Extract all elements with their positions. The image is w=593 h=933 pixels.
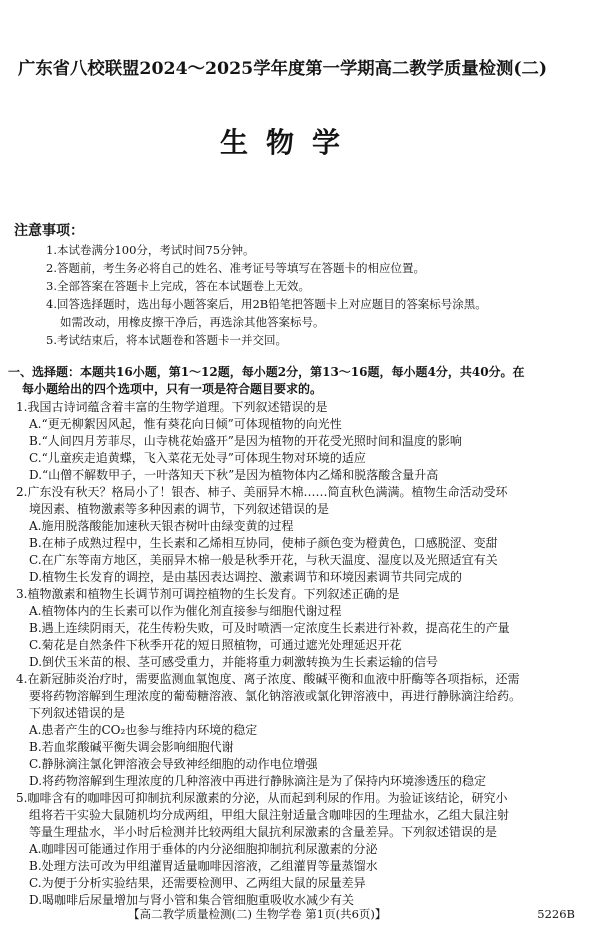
option-b: B.处理方法可改为甲组灌胃适量咖啡因溶液，乙组灌胃等量蒸馏水 — [29, 859, 378, 873]
option-d: D.植物生长发育的调控，是由基因表达调控、激素调节和环境因素调节共同完成的 — [29, 570, 463, 584]
subject-title: 生物学 — [220, 126, 359, 159]
question-stem: 3.植物激素和植物生长调节剂可调控植物的生长发育。下列叙述正确的是 — [16, 587, 400, 601]
option-d: D.“山僧不解数甲子，一叶落知天下秋”是因为植物体内乙烯和脱落酸含量升高 — [29, 468, 439, 482]
option-b: B.“人间四月芳菲尽，山寺桃花始盛开”是因为植物的开花受光照时间和温度的影响 — [29, 434, 462, 448]
question-stem-cont: 等量生理盐水，半小时后检测并比较两组大鼠抗利尿激素的含量差异。下列叙述错误的是 — [29, 825, 498, 839]
question-stem-cont: 要将药物溶解到生理浓度的葡萄糖溶液、氯化钠溶液或氯化钾溶液中，再进行静脉滴注给药。 — [29, 689, 522, 703]
notice-item: 3.全部答案在答题卡上完成，答在本试题卷上无效。 — [46, 279, 310, 293]
notice-heading: 注意事项： — [14, 223, 84, 239]
option-c: C.菊花是自然条件下秋季开花的短日照植物，可通过遮光处理延迟开花 — [29, 638, 402, 652]
notice-item: 1.本试卷满分100分，考试时间75分钟。 — [46, 243, 255, 257]
option-c: C.静脉滴注氯化钾溶液会导致神经细胞的动作电位增强 — [29, 757, 318, 771]
question-stem: 4.在新冠肺炎治疗时，需要监测血氧饱度、离子浓度、酸碱平衡和血液中肝酶等各项指标，还需 — [16, 672, 520, 686]
paper-code: 5226B — [537, 907, 575, 921]
notice-item: 如需改动，用橡皮擦干净后，再选涂其他答案标号。 — [60, 315, 325, 329]
option-d: D.倒伏玉米苗的根、茎可感受重力，并能将重力刺激转换为生长素运输的信号 — [29, 655, 439, 669]
option-a: A.患者产生的CO₂也参与维持内环境的稳定 — [29, 723, 258, 737]
option-b: B.在柿子成熟过程中，生长素和乙烯相互协同，使柿子颜色变为橙黄色，口感脱涩、变甜 — [29, 536, 498, 550]
question-stem: 1.我国古诗词蕴含着丰富的生物学道理。下列叙述错误的是 — [16, 400, 328, 414]
option-a: A.“更无柳絮因风起，惟有葵花向日倾”可体现植物的向光性 — [29, 417, 342, 431]
notice-item: 5.考试结束后，将本试题卷和答题卡一并交回。 — [46, 333, 287, 347]
section-heading-cont: 每小题给出的四个选项中，只有一项是符合题目要求的。 — [22, 382, 323, 396]
option-a: A.施用脱落酸能加速秋天银杏树叶由绿变黄的过程 — [29, 519, 294, 533]
notice-item: 4.回答选择题时，选出每小题答案后，用2B铅笔把答题卡上对应题目的答案标号涂黑。 — [46, 297, 487, 311]
question-stem: 2.广东没有秋天？格局小了！银杏、柿子、美丽异木棉……简直秋色满满。植物生命活动受环 — [16, 485, 508, 499]
option-c: C.为便于分析实验结果，还需要检测甲、乙两组大鼠的尿量差异 — [29, 876, 366, 890]
notice-item: 2.答题前，考生务必将自己的姓名、准考证号等填写在答题卡的相应位置。 — [46, 261, 425, 275]
question-stem-cont: 组将若干实验大鼠随机均分成两组，甲组大鼠注射适量含咖啡因的生理盐水，乙组大鼠注射 — [29, 808, 510, 822]
option-a: A.植物体内的生长素可以作为催化剂直接参与细胞代谢过程 — [29, 604, 342, 618]
option-c: C.在广东等南方地区，美丽异木棉一般是秋季开花，与秋天温度、湿度以及光照适宜有关 — [29, 553, 498, 567]
exam-title: 广东省八校联盟2024～2025学年度第一学期高二教学质量检测(二) — [18, 59, 548, 79]
option-a: A.咖啡因可能通过作用于垂体的内分泌细胞抑制抗利尿激素的分泌 — [29, 842, 378, 856]
section-heading: 一、选择题：本题共16小题，第1～12题，每小题2分，第13～16题，每小题4分，共40分。在 — [8, 365, 525, 379]
page-footer: 【高二教学质量检测(二) 生物学卷 第1页(共6页)】 — [128, 907, 387, 921]
option-c: C.“儿童疾走追黄蝶，飞入菜花无处寻”可体现生物对环境的适应 — [29, 451, 366, 465]
option-d: D.喝咖啡后尿量增加与肾小管和集合管细胞重吸收水减少有关 — [29, 893, 355, 907]
option-d: D.将药物溶解到生理浓度的几种溶液中再进行静脉滴注是为了保持内环境渗透压的稳定 — [29, 774, 487, 788]
option-b: B.遇上连续阴雨天，花生传粉失败，可及时喷洒一定浓度生长素进行补救，提高花生的产量 — [29, 621, 510, 635]
option-b: B.若血浆酸碱平衡失调会影响细胞代谢 — [29, 740, 234, 754]
question-stem-cont: 境因素、植物激素等多种因素的调节，下列叙述错误的是 — [29, 502, 330, 516]
question-stem: 5.咖啡含有的咖啡因可抑制抗利尿激素的分泌，从而起到利尿的作用。为验证该结论，研究小 — [16, 791, 508, 805]
question-stem-cont: 下列叙述错误的是 — [29, 706, 126, 720]
